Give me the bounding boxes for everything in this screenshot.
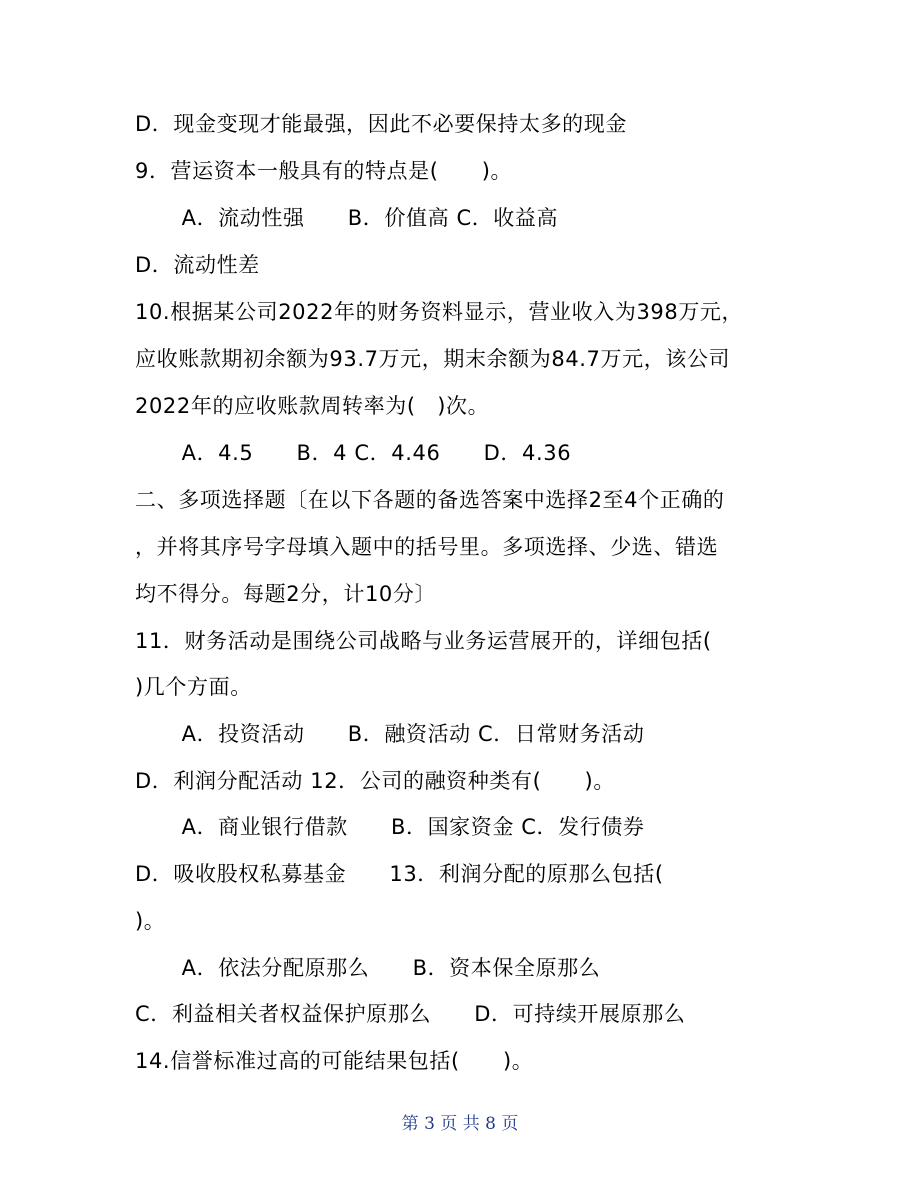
text-line-17: D．吸收股权私募基金 13．利润分配的原那么包括( xyxy=(135,862,664,886)
text-line-1: D．现金变现才能最强，因此不必要保持太多的现金 xyxy=(135,112,627,136)
text-line-7: 2022年的应收账款周转率为( )次。 xyxy=(135,394,490,418)
text-line-9: 二、多项选择题〔在以下各题的备选答案中选择2至4个正确的 xyxy=(135,488,725,512)
text-line-2: 9．营运资本一般具有的特点是( )。 xyxy=(135,159,513,183)
text-line-11: 均不得分。每题2分，计10分〕 xyxy=(135,582,437,606)
text-line-16: A．商业银行借款 B．国家资金 C．发行债券 xyxy=(160,815,645,839)
text-line-5: 10.根据某公司2022年的财务资料显示，营业收入为398万元， xyxy=(135,300,744,324)
text-line-12: 11．财务活动是围绕公司战略与业务运营展开的，详细包括( xyxy=(135,629,712,653)
text-line-10: ，并将其序号字母填入题中的括号里。多项选择、少选、错选 xyxy=(135,535,719,559)
text-line-14: A．投资活动 B．融资活动 C．日常财务活动 xyxy=(160,722,645,746)
text-line-20: C．利益相关者权益保护原那么 D．可持续开展原那么 xyxy=(135,1002,686,1026)
text-line-18: )。 xyxy=(135,909,166,933)
text-line-4: D．流动性差 xyxy=(135,253,260,277)
page-number-footer: 第 3 页 共 8 页 xyxy=(401,1114,519,1134)
text-line-15: D．利润分配活动 12．公司的融资种类有( )。 xyxy=(135,769,615,793)
text-line-21: 14.信誉标准过高的可能结果包括( )。 xyxy=(135,1049,534,1073)
text-line-13: )几个方面。 xyxy=(135,675,252,699)
text-line-19: A．依法分配原那么 B．资本保全原那么 xyxy=(160,956,601,980)
text-line-3: A．流动性强 B．价值高 C．收益高 xyxy=(160,206,559,230)
text-line-8: A．4.5 B．4 C．4.46 D．4.36 xyxy=(160,441,572,465)
text-line-6: 应收账款期初余额为93.7万元，期末余额为84.7万元，该公司 xyxy=(135,347,731,371)
